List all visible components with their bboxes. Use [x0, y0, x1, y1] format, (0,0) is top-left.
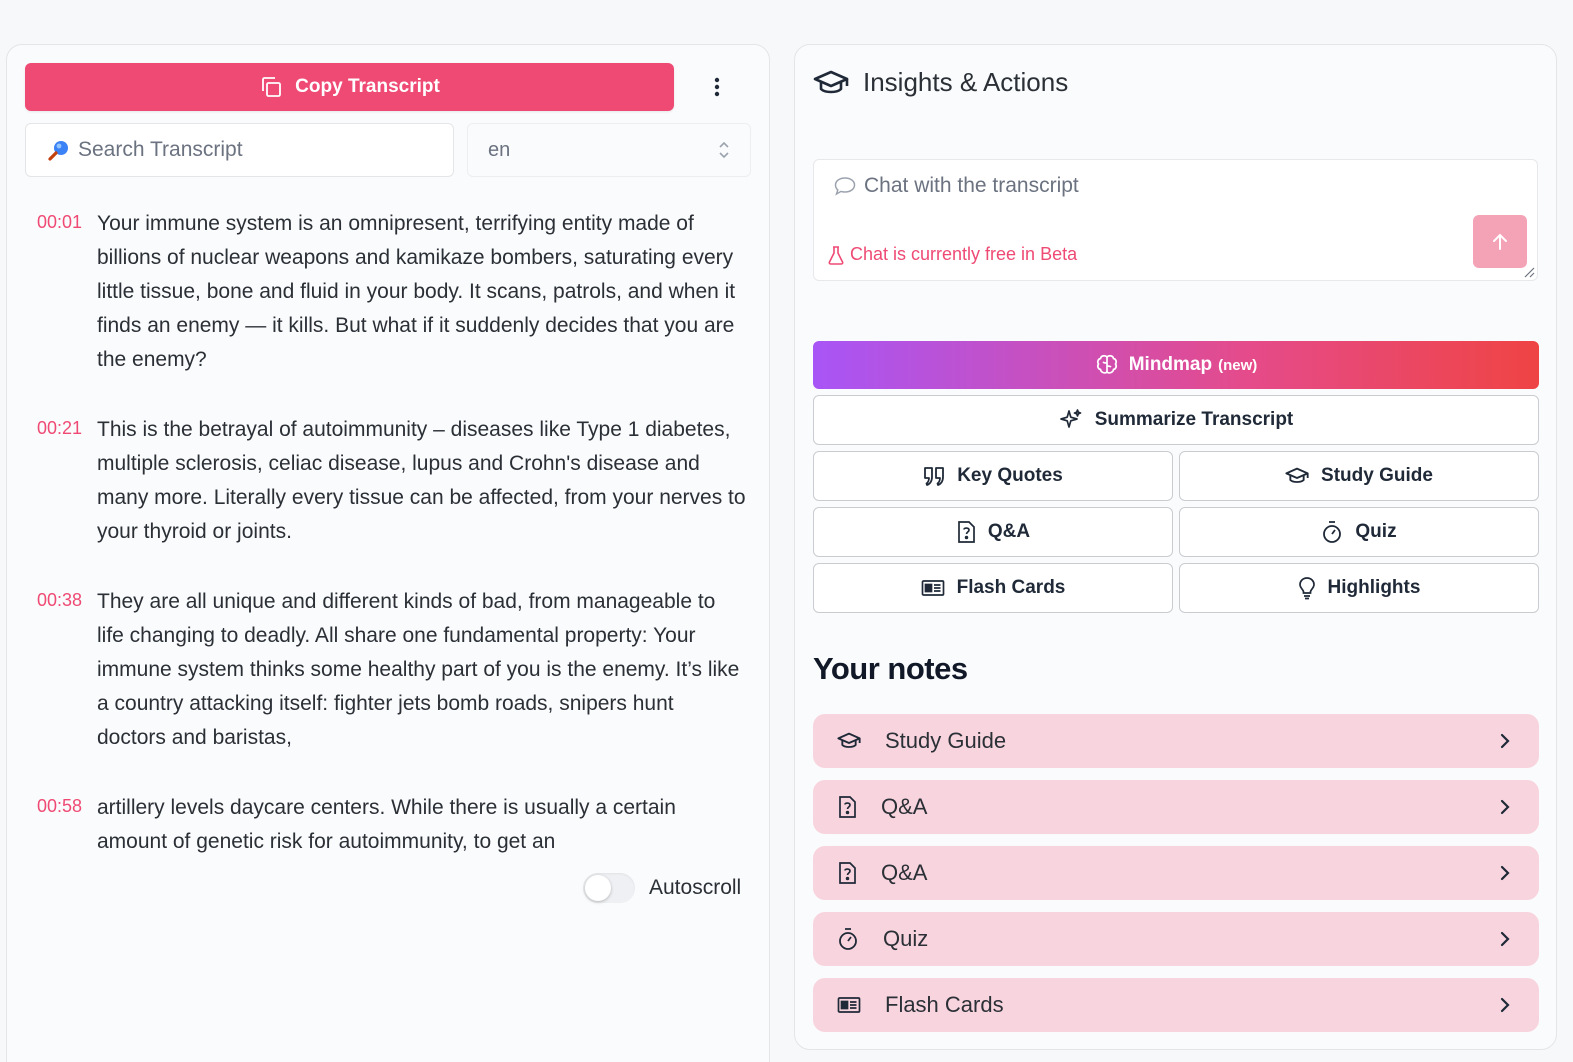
- study-guide-label: Study Guide: [1321, 465, 1433, 486]
- graduation-cap-icon: [813, 69, 849, 97]
- segment-text: artillery levels daycare centers. While there is usually a certain amount of genetic risk for autoimmunity, to get an: [97, 796, 676, 853]
- sparkles-icon: [1059, 408, 1083, 432]
- quote-icon: [923, 465, 945, 487]
- segment-text: They are all unique and different kinds of bad, from manageable to life changing to deadly. All share one fundamental property: Your immune system thinks some healthy part of you is the enemy. It’s like a country attacking itself: fighter jets bomb roads, snipers hunt doctors and baristas,: [97, 590, 740, 749]
- mindmap-button[interactable]: [813, 341, 1539, 389]
- resize-handle-icon[interactable]: [1523, 266, 1535, 278]
- transcript-segment: [37, 585, 747, 755]
- flash-cards-label: Flash Cards: [956, 577, 1066, 598]
- note-item-quiz[interactable]: [813, 912, 1539, 966]
- summarize-transcript-button[interactable]: [813, 395, 1539, 445]
- note-item-study-guide[interactable]: [813, 714, 1539, 768]
- key-quotes-button[interactable]: [813, 451, 1173, 501]
- insights-header: [813, 67, 1068, 98]
- insights-panel: [794, 44, 1557, 1050]
- insights-title: Insights & Actions: [863, 67, 1069, 97]
- timestamp-link[interactable]: 00:58: [37, 796, 83, 816]
- highlights-button[interactable]: [1179, 563, 1539, 613]
- search-input[interactable]: [78, 138, 438, 162]
- question-file-icon: [837, 861, 857, 885]
- arrow-up-icon: [1490, 232, 1510, 252]
- search-transcript-field[interactable]: [25, 123, 454, 177]
- question-file-icon: [956, 520, 976, 544]
- id-card-icon: [837, 996, 861, 1014]
- brain-icon: [1095, 353, 1119, 377]
- key-quotes-label: Key Quotes: [957, 465, 1063, 486]
- stopwatch-icon: [1321, 520, 1343, 544]
- question-file-icon: [837, 795, 857, 819]
- highlights-label: Highlights: [1327, 577, 1421, 598]
- mindmap-label: Mindmap: [1128, 354, 1213, 375]
- chevron-right-icon: [1499, 930, 1511, 948]
- chat-box[interactable]: [813, 159, 1538, 281]
- toggle-switch[interactable]: [583, 873, 635, 903]
- note-item-qa[interactable]: [813, 780, 1539, 834]
- language-value: en: [488, 138, 511, 161]
- toggle-knob: [585, 875, 611, 901]
- timestamp-link[interactable]: 00:21: [37, 418, 83, 438]
- note-label: Q&A: [881, 794, 928, 819]
- more-options-button[interactable]: [702, 71, 732, 103]
- qa-button[interactable]: [813, 507, 1173, 557]
- beta-note: [828, 244, 1077, 265]
- study-guide-button[interactable]: [1179, 451, 1539, 501]
- graduation-cap-icon: [837, 731, 861, 751]
- chevron-right-icon: [1499, 732, 1511, 750]
- graduation-cap-icon: [1285, 466, 1309, 486]
- note-label: Q&A: [881, 860, 928, 885]
- transcript-panel: [6, 44, 770, 1062]
- note-label: Quiz: [883, 926, 929, 951]
- autoscroll-label: Autoscroll: [649, 876, 742, 899]
- copy-transcript-button[interactable]: [25, 63, 674, 111]
- id-card-icon: [921, 579, 945, 597]
- transcript-segment: [37, 207, 747, 377]
- copy-icon: [259, 75, 283, 99]
- timestamp-link[interactable]: 00:38: [37, 590, 83, 610]
- segment-text: Your immune system is an omnipresent, terrifying entity made of billions of nuclear weapons and kamikaze bombers, saturating every little tissue, bone and fluid in your body. It scans, patrols, and when it finds an enemy — it kills. But what if it suddenly decides that you are the enemy?: [97, 212, 736, 371]
- chat-bubble-icon: [834, 176, 856, 196]
- chevron-right-icon: [1499, 864, 1511, 882]
- note-label: Study Guide: [885, 728, 1007, 753]
- kebab-menu-icon: [714, 77, 720, 97]
- stopwatch-icon: [837, 927, 859, 951]
- transcript-segment: [37, 413, 747, 549]
- transcript-list: [37, 207, 747, 895]
- send-button[interactable]: [1473, 215, 1527, 268]
- language-select[interactable]: [467, 123, 751, 177]
- chevron-up-down-icon: [718, 141, 730, 159]
- segment-text: This is the betrayal of autoimmunity – diseases like Type 1 diabetes, multiple sclerosis, celiac disease, lupus and Crohn's disease and many more. Literally every tissue can be affected, from your nerves to your thyroid or joints.: [97, 418, 746, 543]
- chevron-right-icon: [1499, 798, 1511, 816]
- magnifier-icon: [48, 139, 70, 161]
- note-label: Flash Cards: [885, 992, 1004, 1017]
- chat-input[interactable]: [834, 174, 1079, 198]
- autoscroll-toggle[interactable]: [583, 873, 741, 903]
- timestamp-link[interactable]: 00:01: [37, 212, 83, 232]
- quiz-label: Quiz: [1355, 521, 1397, 542]
- note-item-qa[interactable]: [813, 846, 1539, 900]
- notes-title: Your notes: [813, 651, 968, 686]
- summarize-label: Summarize Transcript: [1094, 409, 1294, 430]
- note-item-flash-cards[interactable]: [813, 978, 1539, 1032]
- copy-transcript-label: Copy Transcript: [295, 76, 440, 97]
- lightbulb-icon: [1298, 576, 1316, 600]
- new-badge: (new): [1218, 356, 1258, 374]
- flask-icon: [828, 245, 844, 265]
- chevron-right-icon: [1499, 996, 1511, 1014]
- flash-cards-button[interactable]: [813, 563, 1173, 613]
- quiz-button[interactable]: [1179, 507, 1539, 557]
- qa-label: Q&A: [987, 521, 1031, 542]
- chat-placeholder: Chat with the transcript: [864, 174, 1079, 197]
- transcript-segment: [37, 791, 747, 859]
- beta-note-text: Chat is currently free in Beta: [850, 244, 1078, 264]
